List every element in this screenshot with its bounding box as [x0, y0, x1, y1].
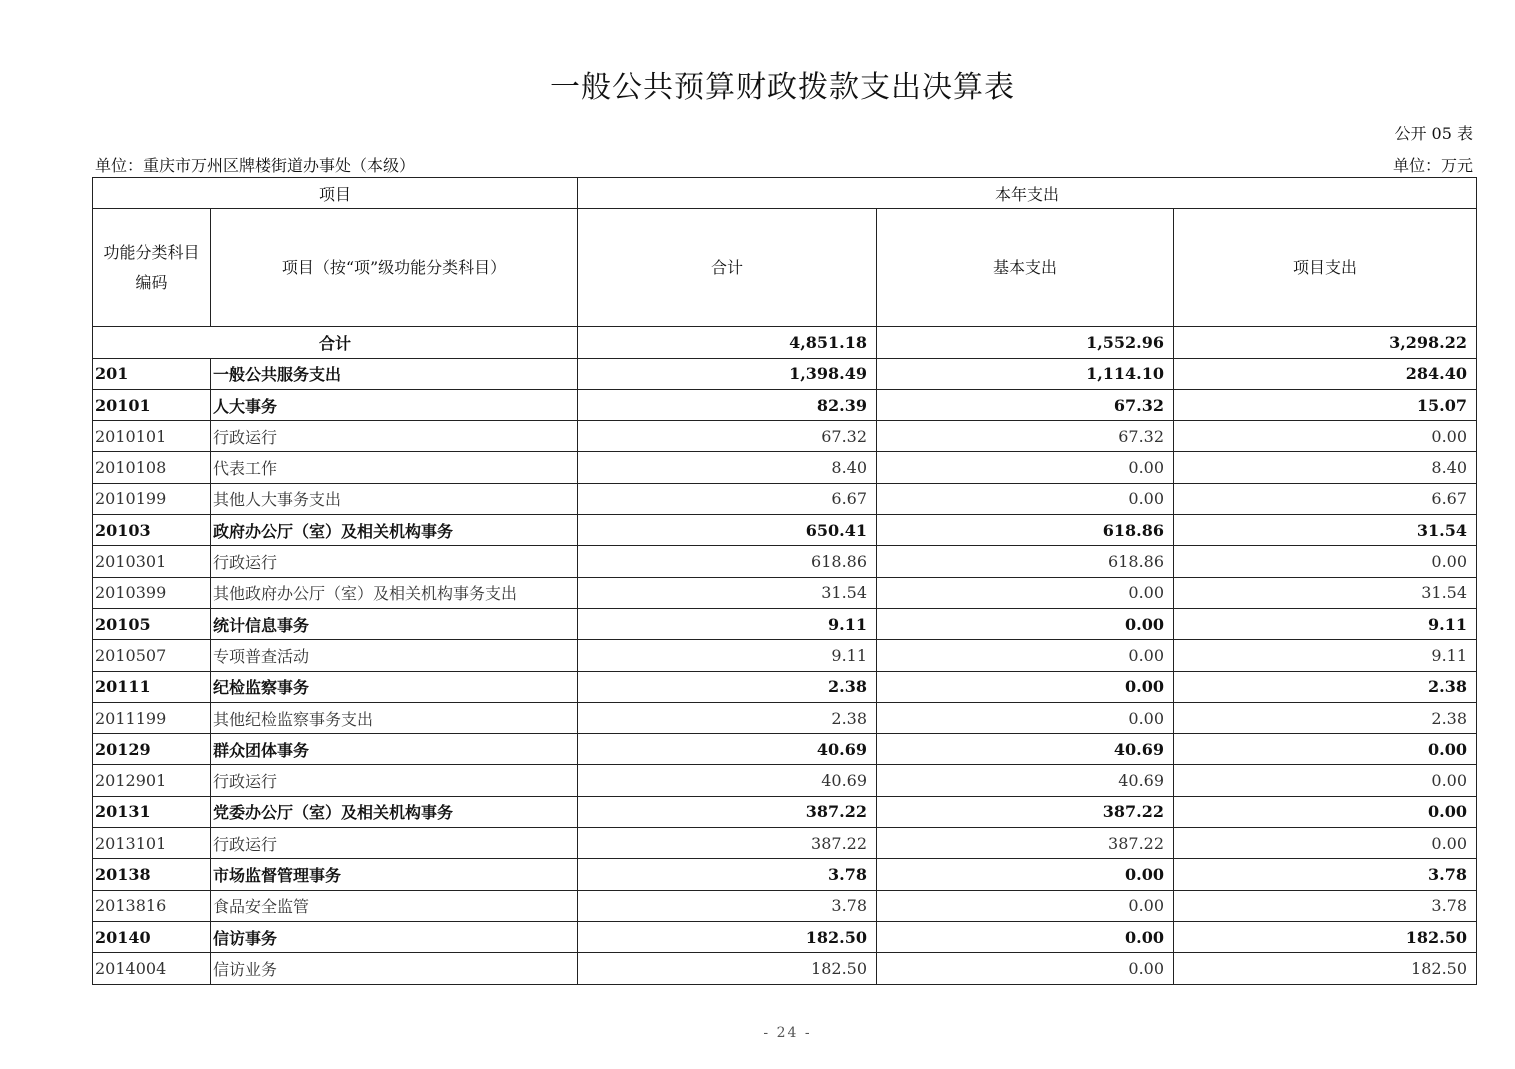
row-code: 2010507 [93, 640, 211, 671]
row-basic: 387.22 [877, 828, 1174, 859]
row-code: 2010199 [93, 483, 211, 514]
row-basic: 0.00 [877, 859, 1174, 890]
total-sum: 4,851.18 [578, 327, 877, 358]
table-row [93, 890, 1477, 921]
header-current-year: 本年支出 [578, 178, 1477, 209]
row-project: 9.11 [1174, 608, 1477, 639]
row-total: 387.22 [578, 796, 877, 827]
table-row [93, 640, 1477, 671]
row-code: 20129 [93, 734, 211, 765]
row-name: 行政运行 [211, 421, 578, 452]
row-basic: 0.00 [877, 921, 1174, 952]
row-code: 2014004 [93, 953, 211, 984]
row-project: 31.54 [1174, 515, 1477, 546]
row-code: 20138 [93, 859, 211, 890]
row-project: 6.67 [1174, 483, 1477, 514]
row-total: 182.50 [578, 921, 877, 952]
header-row-2 [93, 209, 1477, 327]
row-project: 9.11 [1174, 640, 1477, 671]
row-basic: 40.69 [877, 765, 1174, 796]
row-basic: 67.32 [877, 389, 1174, 420]
row-code: 20111 [93, 671, 211, 702]
table-row [93, 452, 1477, 483]
page-number: - 24 - [763, 1025, 812, 1041]
row-code: 201 [93, 358, 211, 389]
table-row [93, 921, 1477, 952]
table-row [93, 702, 1477, 733]
header-project: 项目 [93, 178, 578, 209]
table-row [93, 734, 1477, 765]
row-project: 0.00 [1174, 765, 1477, 796]
row-project: 0.00 [1174, 421, 1477, 452]
row-project: 0.00 [1174, 796, 1477, 827]
table-row [93, 953, 1477, 984]
row-total: 9.11 [578, 640, 877, 671]
row-total: 6.67 [578, 483, 877, 514]
table-row [93, 546, 1477, 577]
header-code: 功能分类科目编码 [93, 209, 211, 327]
row-code: 20103 [93, 515, 211, 546]
row-basic: 618.86 [877, 546, 1174, 577]
table-row [93, 828, 1477, 859]
row-name: 政府办公厅（室）及相关机构事务 [211, 515, 578, 546]
row-name: 其他政府办公厅（室）及相关机构事务支出 [211, 577, 578, 608]
total-project: 3,298.22 [1174, 327, 1477, 358]
row-name: 群众团体事务 [211, 734, 578, 765]
header-total: 合计 [578, 209, 877, 327]
row-project: 0.00 [1174, 734, 1477, 765]
row-name: 信访业务 [211, 953, 578, 984]
row-total: 82.39 [578, 389, 877, 420]
row-project: 182.50 [1174, 921, 1477, 952]
row-code: 2013101 [93, 828, 211, 859]
row-total: 40.69 [578, 765, 877, 796]
row-project: 182.50 [1174, 953, 1477, 984]
row-project: 15.07 [1174, 389, 1477, 420]
row-total: 40.69 [578, 734, 877, 765]
row-basic: 0.00 [877, 452, 1174, 483]
total-basic: 1,552.96 [877, 327, 1174, 358]
row-basic: 0.00 [877, 671, 1174, 702]
row-basic: 40.69 [877, 734, 1174, 765]
expenditure-table [92, 177, 1477, 985]
row-code: 2010101 [93, 421, 211, 452]
row-name: 行政运行 [211, 765, 578, 796]
row-total: 650.41 [578, 515, 877, 546]
row-name: 人大事务 [211, 389, 578, 420]
table-row [93, 515, 1477, 546]
row-name: 一般公共服务支出 [211, 358, 578, 389]
table-row [93, 483, 1477, 514]
total-label: 合计 [93, 327, 578, 358]
row-total: 9.11 [578, 608, 877, 639]
page-title: 一般公共预算财政拨款支出决算表 [550, 70, 1015, 105]
row-name: 食品安全监管 [211, 890, 578, 921]
row-name: 市场监督管理事务 [211, 859, 578, 890]
row-total: 2.38 [578, 671, 877, 702]
row-total: 1,398.49 [578, 358, 877, 389]
row-total: 387.22 [578, 828, 877, 859]
row-code: 20105 [93, 608, 211, 639]
table-row [93, 358, 1477, 389]
row-basic: 0.00 [877, 608, 1174, 639]
row-name: 行政运行 [211, 828, 578, 859]
row-name: 行政运行 [211, 546, 578, 577]
table-row [93, 859, 1477, 890]
row-project: 31.54 [1174, 577, 1477, 608]
row-basic: 67.32 [877, 421, 1174, 452]
row-total: 3.78 [578, 890, 877, 921]
unit-currency: 单位：万元 [1392, 156, 1473, 175]
total-row [93, 327, 1477, 358]
table-row [93, 421, 1477, 452]
header-row-1 [93, 178, 1477, 209]
row-basic: 0.00 [877, 702, 1174, 733]
row-project: 3.78 [1174, 890, 1477, 921]
row-name: 纪检监察事务 [211, 671, 578, 702]
row-project: 3.78 [1174, 859, 1477, 890]
row-total: 31.54 [578, 577, 877, 608]
row-basic: 0.00 [877, 483, 1174, 514]
row-project: 0.00 [1174, 828, 1477, 859]
header-project-exp: 项目支出 [1174, 209, 1477, 327]
form-number: 公开 05 表 [1394, 124, 1473, 143]
row-name: 其他纪检监察事务支出 [211, 702, 578, 733]
row-total: 67.32 [578, 421, 877, 452]
row-total: 618.86 [578, 546, 877, 577]
row-code: 2010301 [93, 546, 211, 577]
row-basic: 618.86 [877, 515, 1174, 546]
row-basic: 387.22 [877, 796, 1174, 827]
row-code: 20131 [93, 796, 211, 827]
row-name: 专项普查活动 [211, 640, 578, 671]
row-project: 0.00 [1174, 546, 1477, 577]
header-name: 项目（按“项”级功能分类科目） [211, 209, 578, 327]
row-code: 2011199 [93, 702, 211, 733]
row-basic: 0.00 [877, 577, 1174, 608]
row-code: 20101 [93, 389, 211, 420]
row-name: 信访事务 [211, 921, 578, 952]
table-row [93, 608, 1477, 639]
table-row [93, 765, 1477, 796]
row-code: 20140 [93, 921, 211, 952]
row-basic: 0.00 [877, 640, 1174, 671]
row-total: 2.38 [578, 702, 877, 733]
row-project: 284.40 [1174, 358, 1477, 389]
row-basic: 0.00 [877, 890, 1174, 921]
row-code: 2013816 [93, 890, 211, 921]
row-name: 党委办公厅（室）及相关机构事务 [211, 796, 578, 827]
unit-organization: 单位：重庆市万州区牌楼街道办事处（本级） [95, 156, 416, 175]
row-total: 3.78 [578, 859, 877, 890]
row-project: 2.38 [1174, 671, 1477, 702]
row-project: 2.38 [1174, 702, 1477, 733]
table-row [93, 796, 1477, 827]
row-project: 8.40 [1174, 452, 1477, 483]
row-code: 2012901 [93, 765, 211, 796]
row-total: 182.50 [578, 953, 877, 984]
table-row [93, 389, 1477, 420]
table-row [93, 671, 1477, 702]
header-basic: 基本支出 [877, 209, 1174, 327]
row-name: 代表工作 [211, 452, 578, 483]
table-row [93, 577, 1477, 608]
row-name: 其他人大事务支出 [211, 483, 578, 514]
row-basic: 0.00 [877, 953, 1174, 984]
row-basic: 1,114.10 [877, 358, 1174, 389]
row-total: 8.40 [578, 452, 877, 483]
row-code: 2010399 [93, 577, 211, 608]
row-name: 统计信息事务 [211, 608, 578, 639]
row-code: 2010108 [93, 452, 211, 483]
